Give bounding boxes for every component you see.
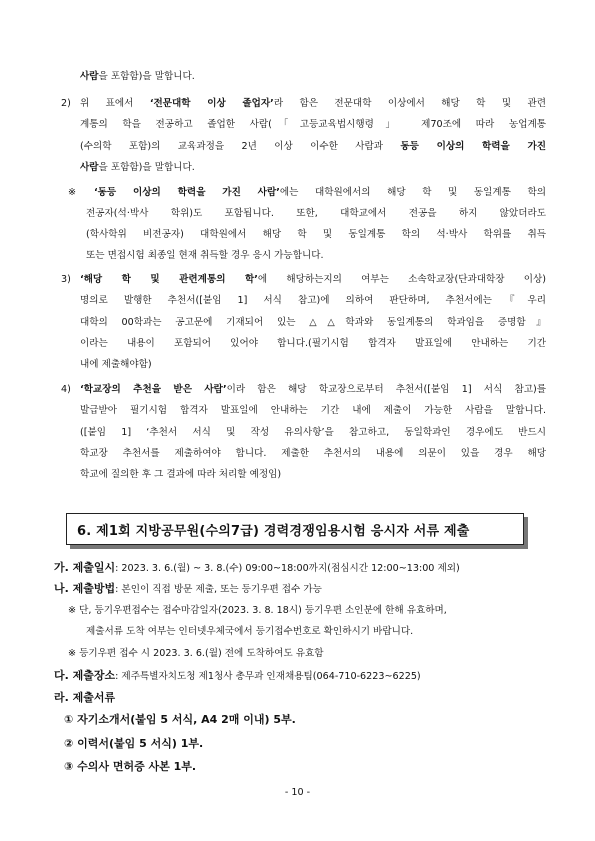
document-item: ② 이력서(붙임 5 서식) 1부.	[64, 737, 204, 750]
na-label: 나. 제출방법	[54, 582, 116, 595]
item-number: 3)	[61, 274, 71, 285]
paragraph-line: ([붙임 1] ‘추천서 서식 및 작성 유의사항’을 참고하고, 동일학과인 경우에도 반드시	[80, 427, 546, 438]
paragraph-line	[80, 383, 546, 397]
emphasis: 사람	[80, 162, 99, 173]
note-line: ※ 단, 등기우편접수는 접수마감일자(2023. 3. 8. 18시) 등기우편 소인분에 한해 유효하며,	[68, 605, 447, 616]
text: 을 포함함)을 말합니다.	[98, 71, 195, 82]
document-item: ③ 수의사 면허증 사본 1부.	[64, 760, 197, 773]
document-item: ① 자기소개서(붙임 5 서식, A4 2매 이내) 5부.	[64, 713, 296, 726]
text: (수의학 포함)의 교육과정을 2년 이상 이수한 사람과	[80, 141, 401, 152]
emphasis: ‘동등 이상의 학력을 가진 사람’	[94, 187, 280, 198]
paragraph-line: 이라는 내용이 포함되어 있어야 합니다.(필기시험 합격자 발표일에 안내하는 기간	[80, 338, 546, 349]
note-line: 제출서류 도착 여부는 인터넷우체국에서 등기접수번호로 확인하시기 바랍니다.	[86, 626, 414, 637]
paragraph-line: 내에 제출해야함)	[80, 359, 152, 370]
note-line: ※ 등기우편 접수 시 2023. 3. 6.(월) 전에 도착하여도 유효함	[68, 648, 324, 659]
note-line	[94, 186, 546, 200]
text: 에 해당하는지의 여부는 소속학교장(단과대학장 이상)	[257, 274, 546, 285]
na-text: : 본인이 직접 방문 제출, 또는 등기우편 접수 가능	[115, 584, 322, 595]
note-line: 전공자(석·박사 학위)도 포함됩니다. 또한, 대학교에서 전공을 하지 않았더라도	[86, 208, 546, 219]
note-line: (학사학위 비전공자) 대학원에서 해당 학 및 동일계통 학의 석·박사 학위를 취득	[86, 229, 546, 240]
text: 에는 대학원에서의 해당 학 및 동일계통 학의	[279, 187, 546, 198]
paragraph-line: 계통의 학을 전공하고 졸업한 사람(「고등교육법시행령」 제70조에 따라 농업계통	[80, 119, 546, 130]
da-label: 다. 제출장소	[54, 669, 116, 682]
item-number: 2)	[61, 98, 71, 109]
ga-text: : 2023. 3. 6.(월) ~ 3. 8.(수) 09:00~18:00까지(점심시간 12:00~13:00 제외)	[115, 563, 460, 574]
paragraph-line	[80, 161, 195, 175]
note-mark: ※	[68, 187, 77, 198]
emphasis: ‘해당 학 및 관련계통의 학’	[80, 274, 258, 285]
na-row	[54, 582, 322, 597]
text: 위 표에서	[80, 98, 150, 109]
da-text: : 제주특별자치도청 제1청사 총무과 인재채용팀(064-710-6223~6225)	[115, 671, 421, 682]
text: 라 함은 전문대학 이상에서 해당 학 및 관련	[273, 98, 546, 109]
section-heading-box	[66, 513, 524, 545]
section-title: 6. 제1회 지방공무원(수의7급) 경력경쟁임용시험 응시자 서류 제출	[77, 524, 470, 539]
page-number: - 10 -	[284, 787, 311, 798]
ra-label: 라. 제출서류	[54, 691, 116, 704]
ga-row	[54, 561, 460, 576]
paragraph-line: 학교장 추천서를 제출하여야 합니다. 제출한 추천서의 내용에 의문이 있을 경우 해당	[80, 448, 546, 459]
ga-label: 가. 제출일시	[54, 561, 116, 574]
ra-row	[54, 691, 115, 706]
paragraph-line: 대학의 00학과는 공고문에 기재되어 있는 △△학과와 동일계통의 학과임을 증명함』	[80, 317, 546, 328]
paragraph-line: 명의로 발행한 추천서([붙임 1] 서식 참고)에 의하여 판단하며, 추천서에는『우리	[80, 295, 546, 306]
item-number: 4)	[61, 384, 71, 395]
emphasis: 사람	[80, 71, 99, 82]
note-line: 또는 면접시험 최종일 현재 취득할 경우 응시 가능합니다.	[86, 250, 324, 261]
da-row	[54, 669, 421, 684]
text: 을 포함함)을 말합니다.	[98, 162, 195, 173]
paragraph-line: 학교에 질의한 후 그 결과에 따라 처리할 예정임)	[80, 469, 282, 480]
paragraph-line	[80, 273, 546, 287]
emphasis: ‘학교장의 추천을 받은 사람’	[80, 384, 227, 395]
emphasis: 동등 이상의 학력을 가진	[400, 141, 546, 152]
paragraph-line: 발급받아 필기시험 합격자 발표일에 안내하는 기간 내에 제출이 가능한 사람을 말합니다.	[80, 405, 546, 416]
paragraph-line	[80, 97, 546, 111]
text: 이라 함은 해당 학교장으로부터 추천서([붙임 1] 서식 참고)를	[226, 384, 546, 395]
emphasis: ‘전문대학 이상 졸업자’	[149, 98, 274, 109]
paragraph-line	[80, 140, 546, 154]
paragraph-line	[80, 70, 195, 84]
